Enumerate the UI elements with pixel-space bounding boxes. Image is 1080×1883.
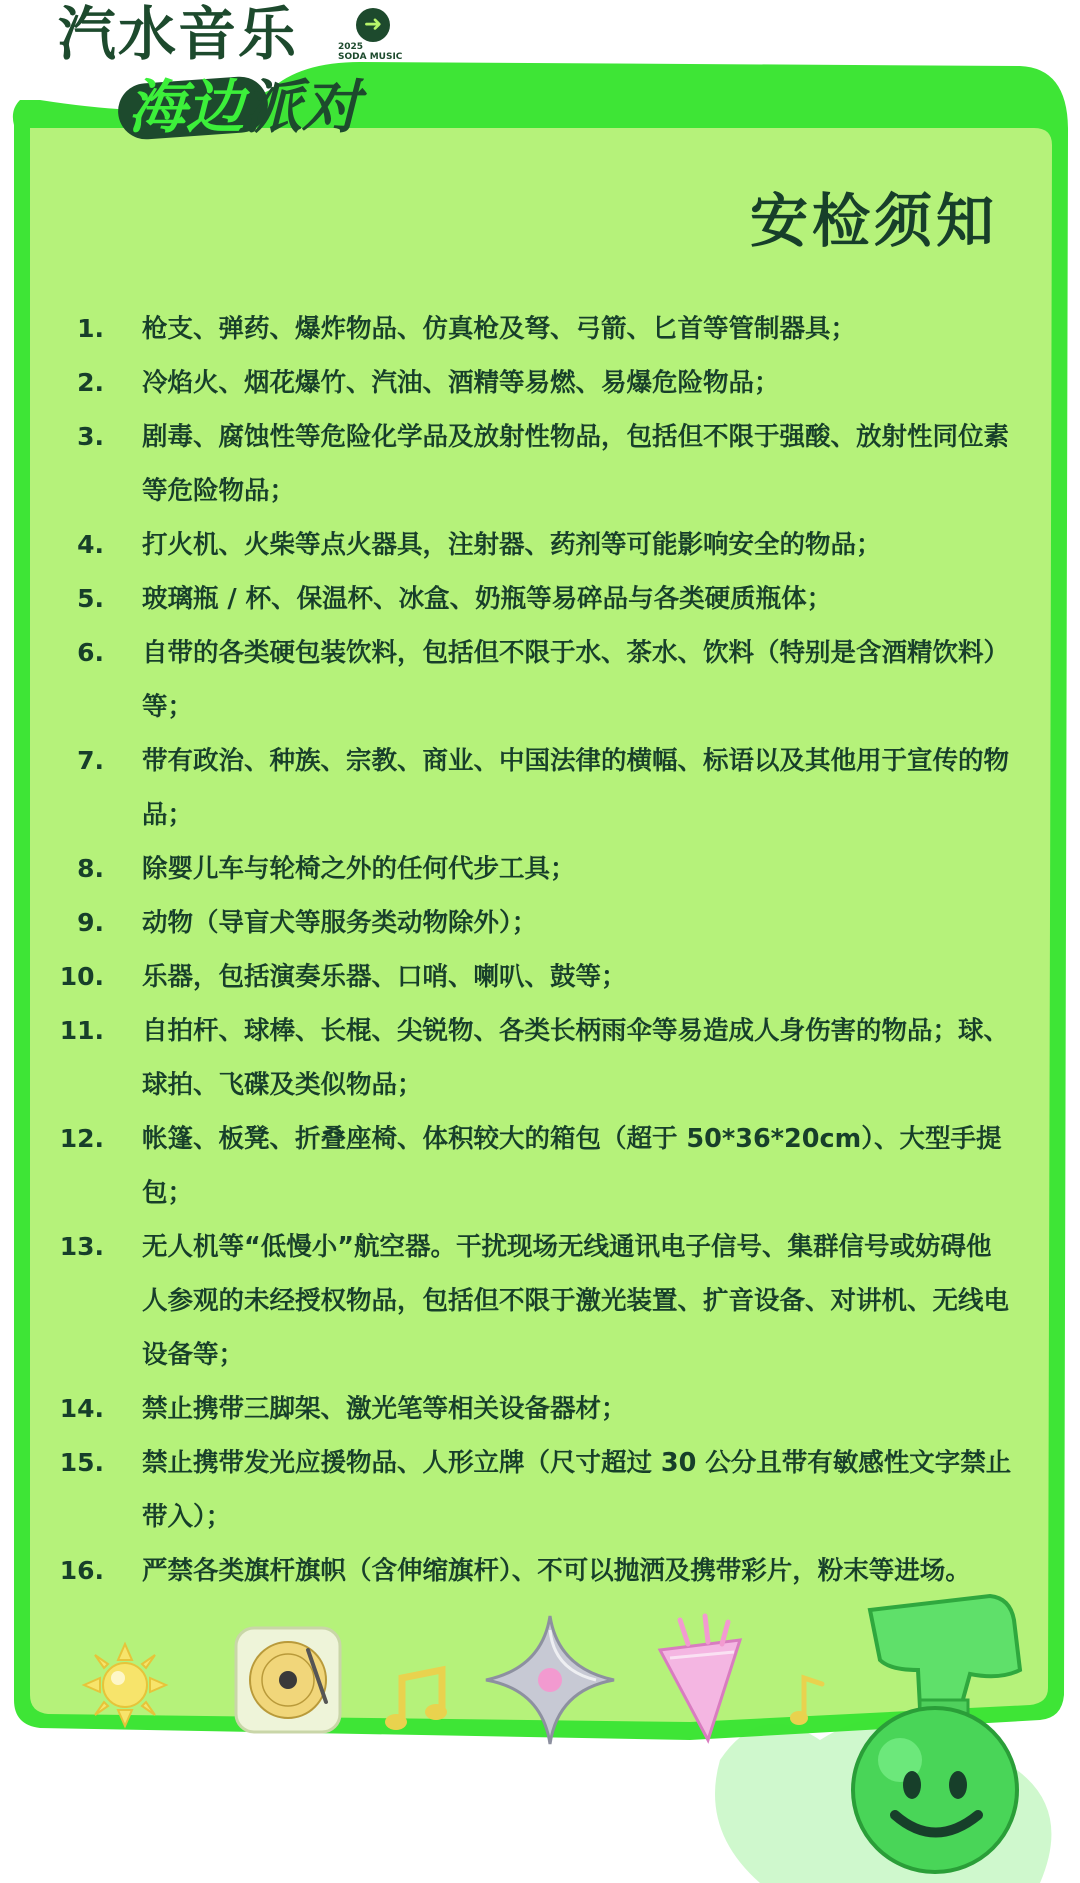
list-item [0, 896, 1080, 950]
rule-text: 动物（导盲犬等服务类动物除外）； [142, 908, 538, 938]
mascot-icon [800, 1590, 1040, 1880]
rule-number: 5. [77, 584, 104, 613]
logo-sub-text [128, 72, 360, 142]
rule-number: 2. [77, 368, 104, 397]
rule-number: 7. [77, 746, 104, 775]
list-item [0, 1004, 1080, 1112]
list-item [0, 518, 1080, 572]
rule-number: 10. [59, 962, 104, 991]
rule-number: 9. [77, 908, 104, 937]
cone-icon [650, 1610, 760, 1750]
logo-english: SODA MUSIC [338, 52, 403, 62]
list-item [0, 1112, 1080, 1220]
list-item [0, 1436, 1080, 1544]
rule-text: 乐器，包括演奏乐器、口哨、喇叭、鼓等； [142, 962, 627, 992]
rule-number: 12. [59, 1124, 104, 1153]
list-item [0, 626, 1080, 734]
logo-year: 2025 [338, 42, 364, 52]
list-item [0, 410, 1080, 518]
logo-sub-word-1: 海边 [128, 73, 245, 141]
rule-number: 6. [77, 638, 104, 667]
rule-text: 自带的各类硬包装饮料，包括但不限于水、茶水、饮料（特别是含酒精饮料）等； [142, 638, 1010, 722]
rule-number: 11. [59, 1016, 104, 1045]
page-title: 安检须知 [749, 187, 998, 255]
rule-text: 枪支、弹药、爆炸物品、仿真枪及弩、弓箭、匕首等管制器具； [142, 314, 857, 344]
vinyl-disc-icon [230, 1620, 350, 1740]
rule-text: 禁止携带发光应援物品、人形立牌（尺寸超过 30 公分且带有敏感性文字禁止带入）； [142, 1448, 1012, 1532]
rule-text: 帐篷、板凳、折叠座椅、体积较大的箱包（超于 50*36*20cm）、大型手提包； [142, 1124, 1002, 1208]
arrow-badge-icon: ➜ [356, 8, 390, 42]
event-logo [58, 2, 418, 142]
rule-text: 打火机、火柴等点火器具，注射器、药剂等可能影响安全的物品； [142, 530, 882, 560]
logo-main-text: 汽水音乐 [58, 0, 299, 68]
rules-list [0, 302, 1080, 1598]
rule-text: 禁止携带三脚架、激光笔等相关设备器材； [142, 1394, 627, 1424]
list-item [0, 1220, 1080, 1382]
list-item [0, 842, 1080, 896]
list-item [0, 1382, 1080, 1436]
list-item [0, 302, 1080, 356]
rule-text: 无人机等“低慢小”航空器。干扰现场无线通讯电子信号、集群信号或妨碍他人参观的未经授权物品，包括但不限于激光装置、扩音设备、对讲机、无线电设备等； [142, 1232, 1010, 1370]
rule-text: 玻璃瓶 / 杯、保温杯、冰盒、奶瓶等易碎品与各类硬质瓶体； [142, 584, 833, 614]
music-note-icon [380, 1660, 460, 1740]
list-item [0, 572, 1080, 626]
list-item [0, 734, 1080, 842]
four-point-star-icon [480, 1610, 620, 1750]
rule-number: 15. [59, 1448, 104, 1477]
rule-number: 3. [77, 422, 104, 451]
rule-text: 带有政治、种族、宗教、商业、中国法律的横幅、标语以及其他用于宣传的物品； [142, 746, 1010, 830]
rule-number: 13. [59, 1232, 104, 1261]
rule-text: 剧毒、腐蚀性等危险化学品及放射性物品，包括但不限于强酸、放射性同位素等危险物品； [142, 422, 1010, 506]
rule-number: 14. [59, 1394, 104, 1423]
sun-icon [80, 1640, 170, 1730]
list-item [0, 356, 1080, 410]
rule-text: 冷焰火、烟花爆竹、汽油、酒精等易燃、易爆危险物品； [142, 368, 780, 398]
rule-number: 1. [77, 314, 104, 343]
list-item [0, 950, 1080, 1004]
rule-number: 16. [59, 1556, 104, 1585]
logo-sub-word-2: 派对 [244, 73, 361, 141]
rule-text: 自拍杆、球棒、长棍、尖锐物、各类长柄雨伞等易造成人身伤害的物品；球、球拍、飞碟及类似物品； [142, 1016, 1010, 1100]
rule-number: 8. [77, 854, 104, 883]
rule-text: 除婴儿车与轮椅之外的任何代步工具； [142, 854, 576, 884]
rule-number: 4. [77, 530, 104, 559]
rule-text: 严禁各类旗杆旗帜（含伸缩旗杆）、不可以抛洒及携带彩片，粉末等进场。 [142, 1556, 971, 1586]
